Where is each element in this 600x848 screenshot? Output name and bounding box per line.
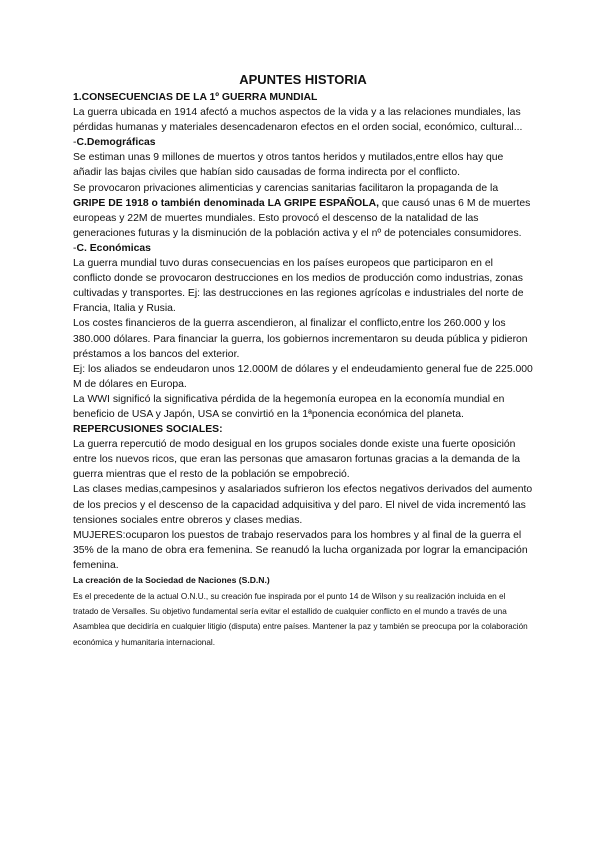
- section-heading-repercusiones: REPERCUSIONES SOCIALES:: [73, 424, 223, 436]
- gripe-espanola-bold: GRIPE DE 1918 o también denominada LA GRIPE ESPAÑOLA,: [73, 197, 380, 209]
- document-title: APUNTES HISTORIA: [239, 72, 367, 87]
- heading-dash: -: [73, 242, 77, 254]
- paragraph-repercusiones-1: La guerra repercutió de modo desigual en los grupos sociales donde existe una fuerte oposición entre los nuevos ricos, que eran las personas que amasaron fortunas gracias a la demanda de la guerra mientras que el resto de la población se empobreció.: [73, 439, 521, 481]
- section-heading-consecuencias: 1.CONSECUENCIAS DE LA 1º GUERRA MUNDIAL: [73, 92, 318, 103]
- text-run: Se provocaron privaciones alimenticias y carencias sanitarias facilitaron la propaganda de la: [73, 182, 499, 194]
- paragraph-economicas-2: Los costes financieros de la guerra ascendieron, al finalizar el conflicto,entre los 260.000 y los 380.000 dólares. Para financiar la guerra, los gobiernos incrementaron su deuda pública y pidieron préstamos a los bancos del exterior.: [73, 318, 528, 360]
- section-heading-sdn: La creación de la Sociedad de Naciones (S.D.N.): [73, 575, 270, 585]
- paragraph-repercusiones-3: MUJERES:ocuparon los puestos de trabajo reservados para los hombres y al final de la guerra el 35% de la mano de obra era femenina. Se reanudó la lucha organizada por lograr la emancipación femenina.: [73, 529, 528, 571]
- paragraph-economicas-1: La guerra mundial tuvo duras consecuencias en los países europeos que participaron en el conflicto donde se provocaron destrucciones en los medios de producción como industrias, zonas cultivadas y transportes. Ej: las destrucciones en las regiones agrícolas e industriales del norte de Francia, Italia y Rusia.: [73, 258, 524, 315]
- text-run: que causó unas 6 M de muertes europeas y 22M de muertes mundiales. Esto provocó el descenso de la natalidad de las generaciones futuras y la disminución de la población activa y el nº de potenciales consumidores.: [73, 197, 531, 239]
- paragraph-demograficas-1: Se estiman unas 9 millones de muertos y otros tantos heridos y mutilados,entre ellos hay que añadir las bajas civiles que habían sido causadas de forma indirecta por el conflicto.: [73, 152, 504, 179]
- section-heading-demograficas: [73, 135, 533, 150]
- document-page: [73, 72, 533, 650]
- heading-dash: -: [73, 137, 77, 149]
- heading-text: C.Demográficas: [76, 137, 156, 149]
- paragraph-sdn: Es el precedente de la actual O.N.U., su creación fue inspirada por el punto 14 de Wilson y su realización incluida en el tratado de Versalles. Su objetivo fundamental sería evitar el estallido de cualquier conflicto en el mundo a través de una Asamblea que decidiría en cualquier litigio (disputa) entre países. Mantener la paz y también se preocupa por la colaboración económica y humanitaria internacional.: [73, 592, 528, 647]
- paragraph-economicas-3: Ej: los aliados se endeudaron unos 12.000M de dólares y el endeudamiento general fue de 225.000 M de dólares en Europa.: [73, 363, 533, 390]
- heading-text: C. Económicas: [76, 242, 151, 254]
- paragraph-repercusiones-2: Las clases medias,campesinos y asalariados sufrieron los efectos negativos derivados del aumento de los precios y el descenso de la capacidad adquisitiva y del paro. El nivel de vida incrementó las tensiones sociales entre obreros y clases medias.: [73, 484, 533, 526]
- paragraph-economicas-4: La WWI significó la significativa pérdida de la hegemonía europea en la economía mundial en beneficio de USA y Japón, USA se convirtió en la 1ªponencia económica del planeta.: [73, 393, 505, 420]
- section-heading-economicas: [73, 241, 533, 256]
- paragraph-demograficas-2: [73, 181, 533, 241]
- paragraph-consecuencias: La guerra ubicada en 1914 afectó a muchos aspectos de la vida y a las relaciones mundiales, las pérdidas humanas y materiales desencadenaron efectos en el orden social, económico, cultural...: [73, 107, 523, 134]
